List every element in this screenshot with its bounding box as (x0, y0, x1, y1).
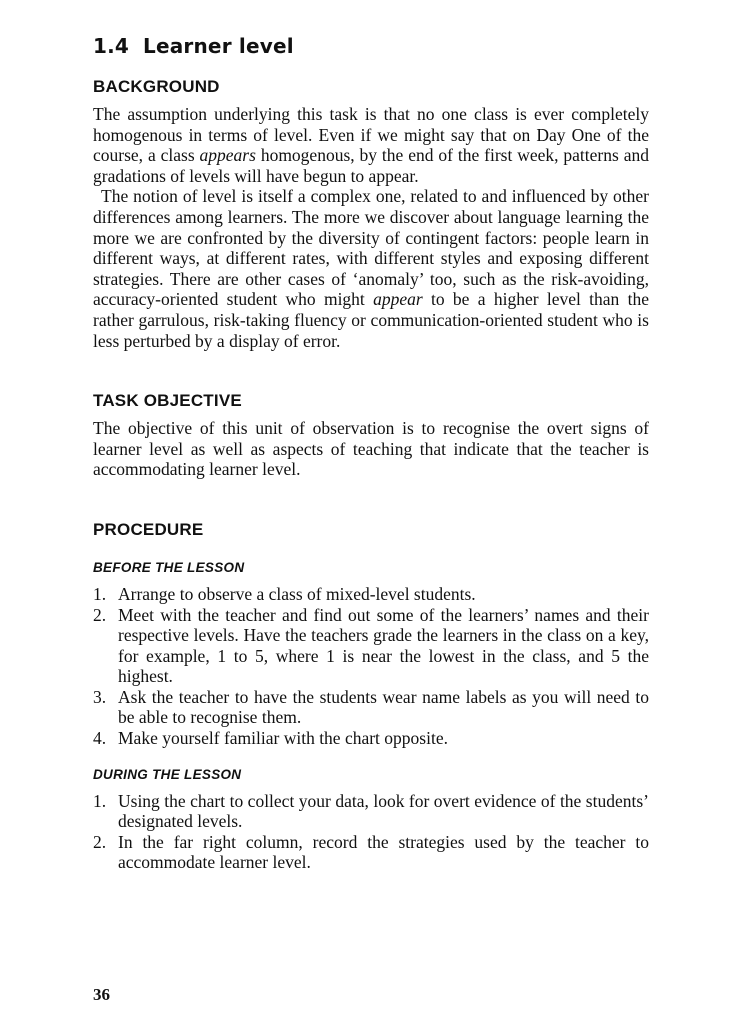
background-paragraph-1: The assumption underlying this task is that no one class is ever completely homogenous in terms of level. Even if we might say that on Day One of the course, a class appears homogenous, by the end of the first week, patterns and gradations of levels will have begun to appear. (93, 104, 649, 186)
list-item: 4. Make yourself familiar with the chart opposite. (93, 728, 448, 749)
list-item: 1. Arrange to observe a class of mixed-level students. (93, 583, 476, 604)
emphasis-appear: appear (373, 289, 423, 310)
task-objective-heading: TASK OBJECTIVE (93, 391, 242, 411)
procedure-heading: PROCEDURE (93, 519, 204, 539)
page-content (93, 34, 649, 873)
before-lesson-list (93, 584, 649, 749)
chapter-title-text: Learner level (143, 34, 294, 58)
chapter-title (93, 34, 649, 58)
list-item: 2. In the far right column, record the strategies used by the teacher to accommodate learner level. (93, 831, 649, 873)
before-lesson-heading: BEFORE THE LESSON (93, 559, 245, 575)
page-number: 36 (93, 985, 110, 1004)
emphasis-appears: appears (199, 145, 256, 166)
chapter-number: 1.4 (93, 34, 130, 58)
list-item: 1. Using the chart to collect your data, look for overt evidence of the students’ designated levels. (93, 790, 649, 832)
during-lesson-heading: DURING THE LESSON (93, 766, 242, 782)
background-heading: BACKGROUND (93, 77, 220, 96)
list-item: 3. Ask the teacher to have the students wear name labels as you will need to be able to recognise them. (93, 686, 649, 728)
background-paragraph-2: The notion of level is itself a complex one, related to and influenced by other differences among learners. The more we discover about language learning the more we are confronted by the diversity of contingent factors: people learn in different ways, at different rates, with different styles and exposing different strategies. There are other cases of ‘anomaly’ too, such as the risk-avoiding, accuracy-oriented student who might appear to be a higher level than the rather garrulous, risk-taking fluency or communication-oriented student who is less perturbed by a display of error. (93, 186, 649, 351)
list-item: 2. Meet with the teacher and find out some of the learners’ names and their respective levels. Have the teachers grade the learners in the class on a key, for example, 1 to 5, where 1 is near the lowest in the class, and 5 the highest. (93, 604, 649, 687)
during-lesson-list (93, 791, 649, 873)
task-objective-text: The objective of this unit of observation is to recognise the overt signs of learner level as well as aspects of teaching that indicate that the teacher is accommodating learner level. (93, 418, 649, 480)
